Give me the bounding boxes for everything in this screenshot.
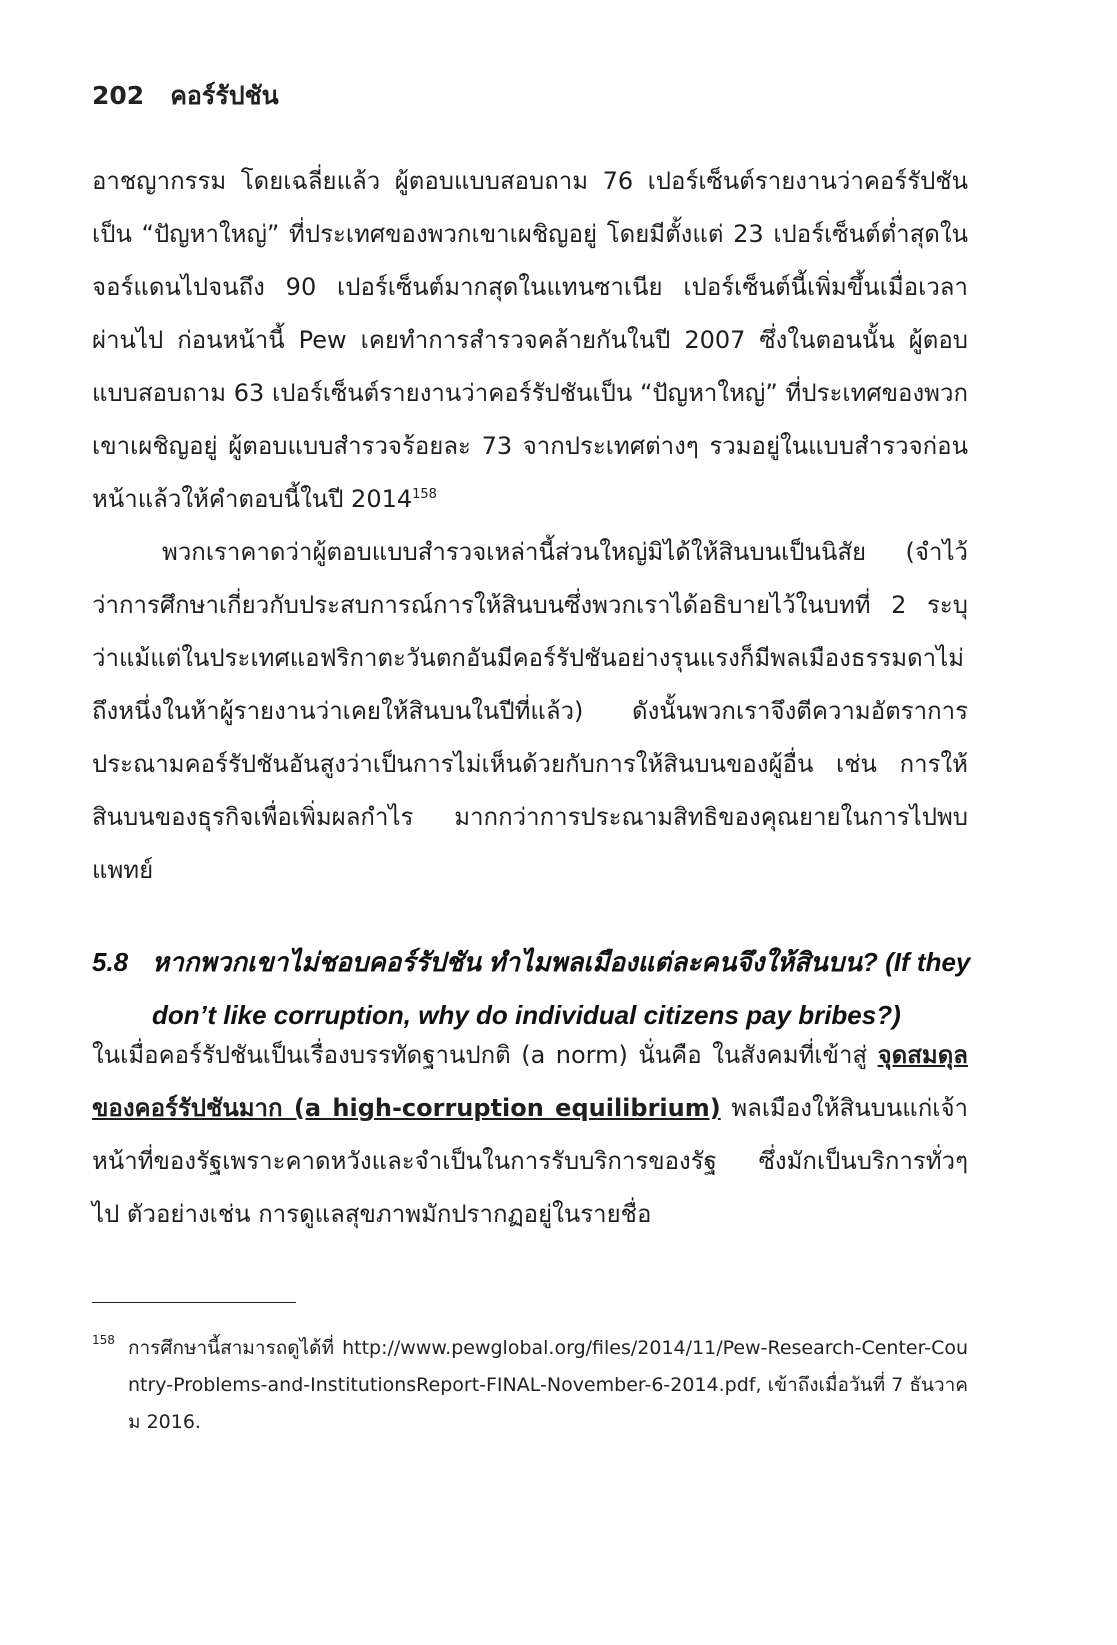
footnote-reference[interactable]: 158	[412, 487, 437, 502]
paragraph-3	[92, 1029, 968, 1241]
section-heading	[92, 936, 972, 1042]
footnote-mark: 158	[92, 1333, 115, 1347]
paragraph-3-text-start: ในเมื่อคอร์รัปชันเป็นเรื่องบรรทัดฐานปกติ (a norm) นั่นคือ ในสังคมที่เข้าสู่	[92, 1041, 878, 1069]
footnote-158	[92, 1330, 968, 1441]
footnote-divider	[92, 1302, 296, 1303]
section-title-line-1: หากพวกเขาไม่ชอบคอร์รัปชัน ทำไมพลเมืองแต่ละคนจึงให้สินบน? (If they	[152, 947, 971, 977]
paragraph-3-text-end: พลเมืองให้สินบนแก่เจ้าหน้าที่ของรัฐเพราะคาดหวังและจำเป็นในการรับบริการของรัฐ ซึ่งมักเป็นบริการทั่วๆ ไป ตัวอย่างเช่น การดูแลสุขภาพมักปรากฏอยู่ในรายชื่อ	[92, 1094, 968, 1228]
section-title-line-2: don’t like corruption, why do individual citizens pay bribes?)	[152, 1000, 901, 1030]
key-term-high-corruption-equilibrium: จุดสมดุลของคอร์รัปชันมาก (a high-corruption equilibrium)	[92, 1041, 968, 1122]
page-number: 202	[92, 81, 145, 110]
running-title: คอร์รัปชัน	[170, 81, 279, 110]
section-number: 5.8	[92, 947, 129, 977]
paragraph-1	[92, 155, 968, 526]
paragraph-1-text: อาชญากรรม โดยเฉลี่ยแล้ว ผู้ตอบแบบสอบถาม 76 เปอร์เซ็นต์รายงานว่าคอร์รัปชันเป็น “ปัญหาใหญ่” ที่ประเทศของพวกเขาเผชิญอยู่ โดยมีตั้งแต่ 23 เปอร์เซ็นต์ต่ำสุดในจอร์แดนไปจนถึง 90 เปอร์เซ็นต์มากสุดในแทนซาเนีย เปอร์เซ็นต์นี้เพิ่มขึ้นเมื่อเวลาผ่านไป ก่อนหน้านี้ Pew เคยทำการสำรวจคล้ายกันในปี 2007 ซึ่งในตอนนั้น ผู้ตอบแบบสอบถาม 63 เปอร์เซ็นต์รายงานว่าคอร์รัปชันเป็น “ปัญหาใหญ่” ที่ประเทศของพวกเขาเผชิญอยู่ ผู้ตอบแบบสำรวจร้อยละ 73 จากประเทศต่างๆ รวมอยู่ในแบบสำรวจก่อนหน้าแล้วให้คำตอบนี้ในปี 2014	[92, 167, 968, 513]
footnote-text[interactable]: การศึกษานี้สามารถดูได้ที่ http://www.pewglobal.org/files/2014/11/Pew-Research-Center-Country-Problems-and-InstitutionsReport-FINAL-November-6-2014.pdf, เข้าถึงเมื่อวันที่ 7 ธันวาคม 2016.	[128, 1337, 968, 1433]
running-header	[92, 76, 279, 116]
paragraph-2: พวกเราคาดว่าผู้ตอบแบบสำรวจเหล่านี้ส่วนใหญ่มิได้ให้สินบนเป็นนิสัย (จำไว้ว่าการศึกษาเกี่ยวกับประสบการณ์การให้สินบนซึ่งพวกเราได้อธิบายไว้ในบทที่ 2 ระบุว่าแม้แต่ในประเทศแอฟริกาตะวันตกอันมีคอร์รัปชันอย่างรุนแรงก็มีพลเมืองธรรมดาไม่ถึงหนึ่งในห้าผู้รายงานว่าเคยให้สินบนในปีที่แล้ว) ดังนั้นพวกเราจึงตีความอัตราการประณามคอร์รัปชันอันสูงว่าเป็นการไม่เห็นด้วยกับการให้สินบนของผู้อื่น เช่น การให้สินบนของธุรกิจเพื่อเพิ่มผลกำไร มากกว่าการประณามสิทธิของคุณยายในการไปพบแพทย์	[92, 538, 968, 884]
